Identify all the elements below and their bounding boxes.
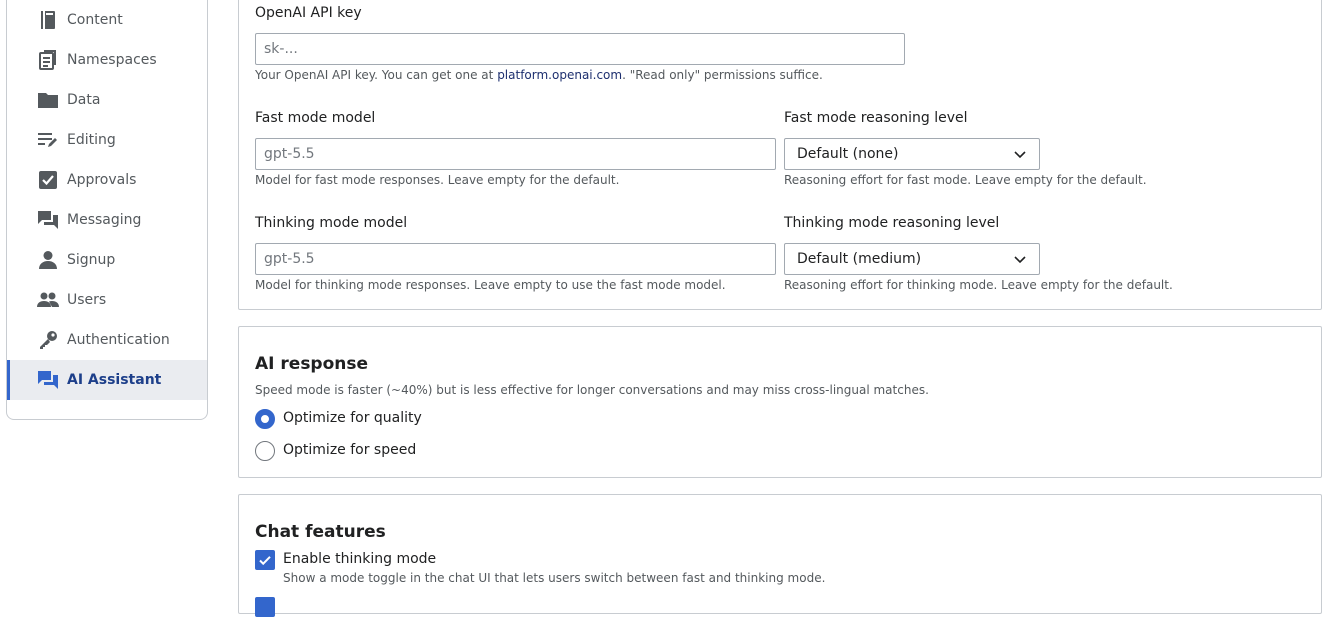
ai-response-description: Speed mode is faster (~40%) but is less effective for longer conversations and may miss cross-lingual matches. <box>255 383 929 397</box>
sidebar-item-editing[interactable] <box>7 120 207 160</box>
fast-reasoning-value: Default (none) <box>797 146 899 162</box>
optimize-speed-label[interactable]: Optimize for speed <box>283 442 417 458</box>
fast-model-label: Fast mode model <box>255 110 376 126</box>
users-icon <box>37 289 59 311</box>
api-key-help-text: Your OpenAI API key. You can get one at <box>255 68 498 82</box>
book-icon <box>37 9 59 31</box>
fast-reasoning-select[interactable] <box>784 138 1040 170</box>
sidebar-item-data[interactable] <box>7 80 207 120</box>
folder-icon <box>37 89 59 111</box>
api-key-help <box>255 68 823 82</box>
thinking-reasoning-value: Default (medium) <box>797 251 922 267</box>
sidebar-item-label: Content <box>67 12 123 28</box>
api-key-input[interactable] <box>255 33 905 65</box>
chat-bubbles-icon <box>37 369 59 391</box>
settings-sidebar <box>6 0 208 420</box>
key-icon <box>37 329 59 351</box>
check-square-icon <box>37 169 59 191</box>
platform-openai-link[interactable]: platform.openai.com <box>497 68 623 82</box>
optimize-quality-radio[interactable] <box>255 409 275 429</box>
sidebar-item-content[interactable] <box>7 0 207 40</box>
fast-model-input[interactable] <box>255 138 776 170</box>
enable-thinking-label[interactable]: Enable thinking mode <box>283 551 437 567</box>
thinking-model-label: Thinking mode model <box>255 215 408 231</box>
ai-response-card <box>238 326 1322 478</box>
thinking-reasoning-select[interactable] <box>784 243 1040 275</box>
api-key-label: OpenAI API key <box>255 5 362 21</box>
sidebar-item-signup[interactable] <box>7 240 207 280</box>
sidebar-item-label: Messaging <box>67 212 142 228</box>
optimize-quality-label[interactable]: Optimize for quality <box>283 410 422 426</box>
thinking-reasoning-help: Reasoning effort for thinking mode. Leave empty for the default. <box>784 278 1173 292</box>
person-icon <box>37 249 59 271</box>
enable-thinking-help: Show a mode toggle in the chat UI that lets users switch between fast and thinking mode. <box>283 571 826 585</box>
next-feature-checkbox[interactable] <box>255 597 275 617</box>
enable-thinking-checkbox[interactable] <box>255 550 275 570</box>
chat-features-title: Chat features <box>255 522 386 542</box>
sidebar-item-label: Authentication <box>67 332 170 348</box>
checkmark-icon <box>258 553 272 567</box>
chat-bubbles-icon <box>37 209 59 231</box>
sidebar-item-namespaces[interactable] <box>7 40 207 80</box>
articles-icon <box>37 49 59 71</box>
chat-features-card <box>238 494 1322 614</box>
sidebar-item-label: AI Assistant <box>67 372 162 388</box>
openai-settings-card <box>238 0 1322 310</box>
optimize-speed-radio[interactable] <box>255 441 275 461</box>
fast-reasoning-label: Fast mode reasoning level <box>784 110 968 126</box>
thinking-model-help: Model for thinking mode responses. Leave empty to use the fast mode model. <box>255 278 726 292</box>
chevron-down-icon <box>1013 252 1027 270</box>
sidebar-item-users[interactable] <box>7 280 207 320</box>
ai-response-title: AI response <box>255 354 369 374</box>
sidebar-item-approvals[interactable] <box>7 160 207 200</box>
fast-reasoning-help: Reasoning effort for fast mode. Leave empty for the default. <box>784 173 1147 187</box>
sidebar-item-label: Signup <box>67 252 116 268</box>
thinking-reasoning-label: Thinking mode reasoning level <box>784 215 1000 231</box>
sidebar-item-messaging[interactable] <box>7 200 207 240</box>
chevron-down-icon <box>1013 147 1027 165</box>
api-key-help-suffix: . "Read only" permissions suffice. <box>622 68 823 82</box>
fast-model-help: Model for fast mode responses. Leave empty for the default. <box>255 173 620 187</box>
sidebar-item-label: Users <box>67 292 107 308</box>
sidebar-item-label: Data <box>67 92 101 108</box>
sidebar-item-authentication[interactable] <box>7 320 207 360</box>
thinking-model-input[interactable] <box>255 243 776 275</box>
sidebar-item-label: Editing <box>67 132 116 148</box>
edit-lines-icon <box>37 129 59 151</box>
sidebar-item-label: Approvals <box>67 172 137 188</box>
sidebar-item-ai-assistant[interactable] <box>7 360 207 400</box>
sidebar-item-label: Namespaces <box>67 52 157 68</box>
